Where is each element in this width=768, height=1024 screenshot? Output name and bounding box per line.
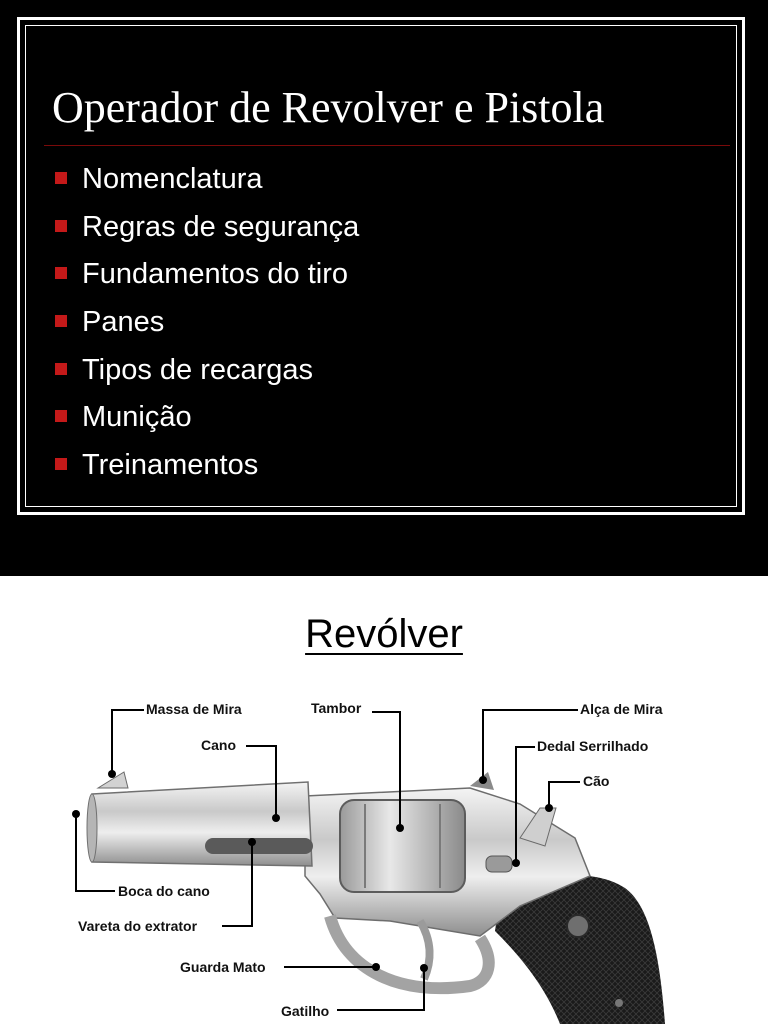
list-item-label: Fundamentos do tiro [82,258,348,291]
square-bullet-icon [55,363,67,375]
leader-cao [549,782,580,806]
label-boca-do-cano: Boca do cano [118,883,210,899]
square-bullet-icon [55,220,67,232]
square-bullet-icon [55,267,67,279]
list-item-label: Tipos de recargas [82,353,314,386]
leader-massa-de-mira [112,710,144,772]
square-bullet-icon [55,172,67,184]
label-cano: Cano [201,737,236,753]
list-item [52,156,359,204]
list-item [52,394,359,442]
list-item [52,204,359,252]
slide-revolver [0,576,768,1024]
label-gatilho: Gatilho [281,1003,330,1019]
slide-title: Operador de Revolver e Pistola [52,83,605,132]
label-cao: Cão [583,773,610,789]
grip-screw [615,999,623,1007]
list-item-label: Nomenclatura [82,163,263,195]
list-item [52,347,359,395]
square-bullet-icon [55,458,67,470]
ejector-rod-shape [205,838,313,854]
square-bullet-icon [55,410,67,422]
label-vareta-do-extrator: Vareta do extrator [78,918,198,934]
list-item-label: Panes [82,306,165,339]
list-item [52,251,359,299]
list-item-label: Munição [82,401,192,434]
agenda-list [52,156,359,490]
list-item-label: Treinamentos [82,449,259,482]
list-item [52,442,359,490]
list-item [52,299,359,347]
title-divider [44,145,730,146]
label-massa-de-mira: Massa de Mira [146,701,242,717]
cylinder-latch-shape [486,856,512,872]
label-alca-de-mira: Alça de Mira [580,701,663,717]
muzzle-shape [87,794,97,862]
square-bullet-icon [55,315,67,327]
label-tambor: Tambor [311,700,362,716]
label-guarda-mato: Guarda Mato [180,959,266,975]
grip-screw [567,915,589,937]
revolver-diagram [0,576,768,1024]
slide-title-text: Revólver [305,612,463,656]
label-dedal-serrilhado: Dedal Serrilhado [537,738,649,754]
cylinder-shape [340,800,465,892]
list-item-label: Regras de segurança [82,210,360,243]
